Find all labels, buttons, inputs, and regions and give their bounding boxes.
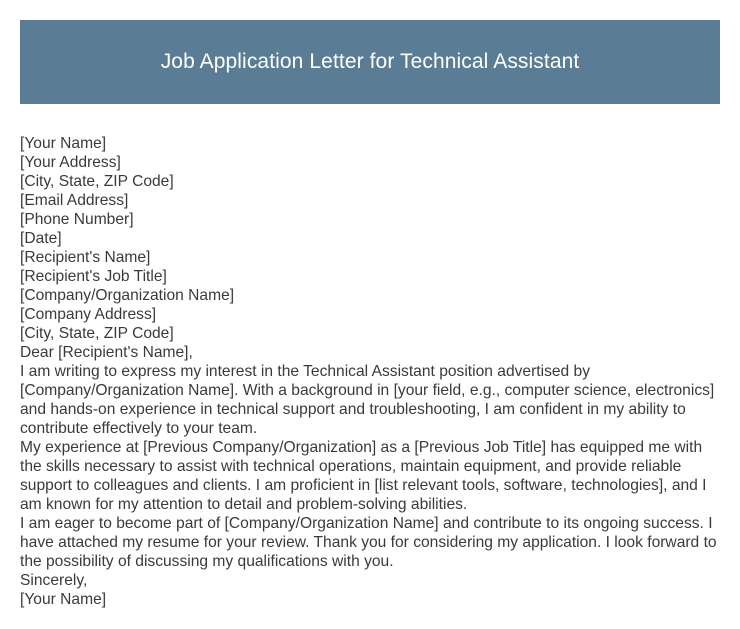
sender-email: [Email Address]: [20, 192, 129, 209]
letter-header: [20, 20, 720, 104]
salutation: Dear [Recipient's Name],: [20, 344, 193, 361]
sender-phone: [Phone Number]: [20, 211, 134, 228]
paragraph-closing: I am eager to become part of [Company/Organization Name] and contribute to its ongoing success. I have attached my resume for your review. Thank you for considering my application. I look forward to the possibility of discussing my qualifications with you.: [20, 515, 717, 570]
paragraph-interest: I am writing to express my interest in the Technical Assistant position advertised by [Company/Organization Name]. With a background in [your field, e.g., computer science, electronics] and hands-on experience in technical support and troubleshooting, I am confident in my ability to contribute effectively to your team.: [20, 363, 715, 437]
company-address: [Company Address]: [20, 306, 157, 323]
paragraph-experience: My experience at [Previous Company/Organization] as a [Previous Job Title] has equipped me with the skills necessary to assist with technical operations, maintain equipment, and provide reliable support to colleagues and clients. I am proficient in [list relevant tools, software, technologies], and I am known for my attention to detail and problem-solving abilities.: [20, 439, 707, 513]
letter-date: [Date]: [20, 230, 62, 247]
company-city-state-zip: [City, State, ZIP Code]: [20, 325, 174, 342]
company-name: [Company/Organization Name]: [20, 287, 235, 304]
letter-body: [20, 134, 725, 609]
sender-address: [Your Address]: [20, 154, 121, 171]
signature-name: [Your Name]: [20, 591, 107, 608]
recipient-job-title: [Recipient's Job Title]: [20, 268, 167, 285]
recipient-name: [Recipient's Name]: [20, 249, 151, 266]
closing: Sincerely,: [20, 572, 88, 589]
sender-city-state-zip: [City, State, ZIP Code]: [20, 173, 174, 190]
sender-name: [Your Name]: [20, 135, 107, 152]
page-title: Job Application Letter for Technical Assistant: [160, 50, 580, 73]
